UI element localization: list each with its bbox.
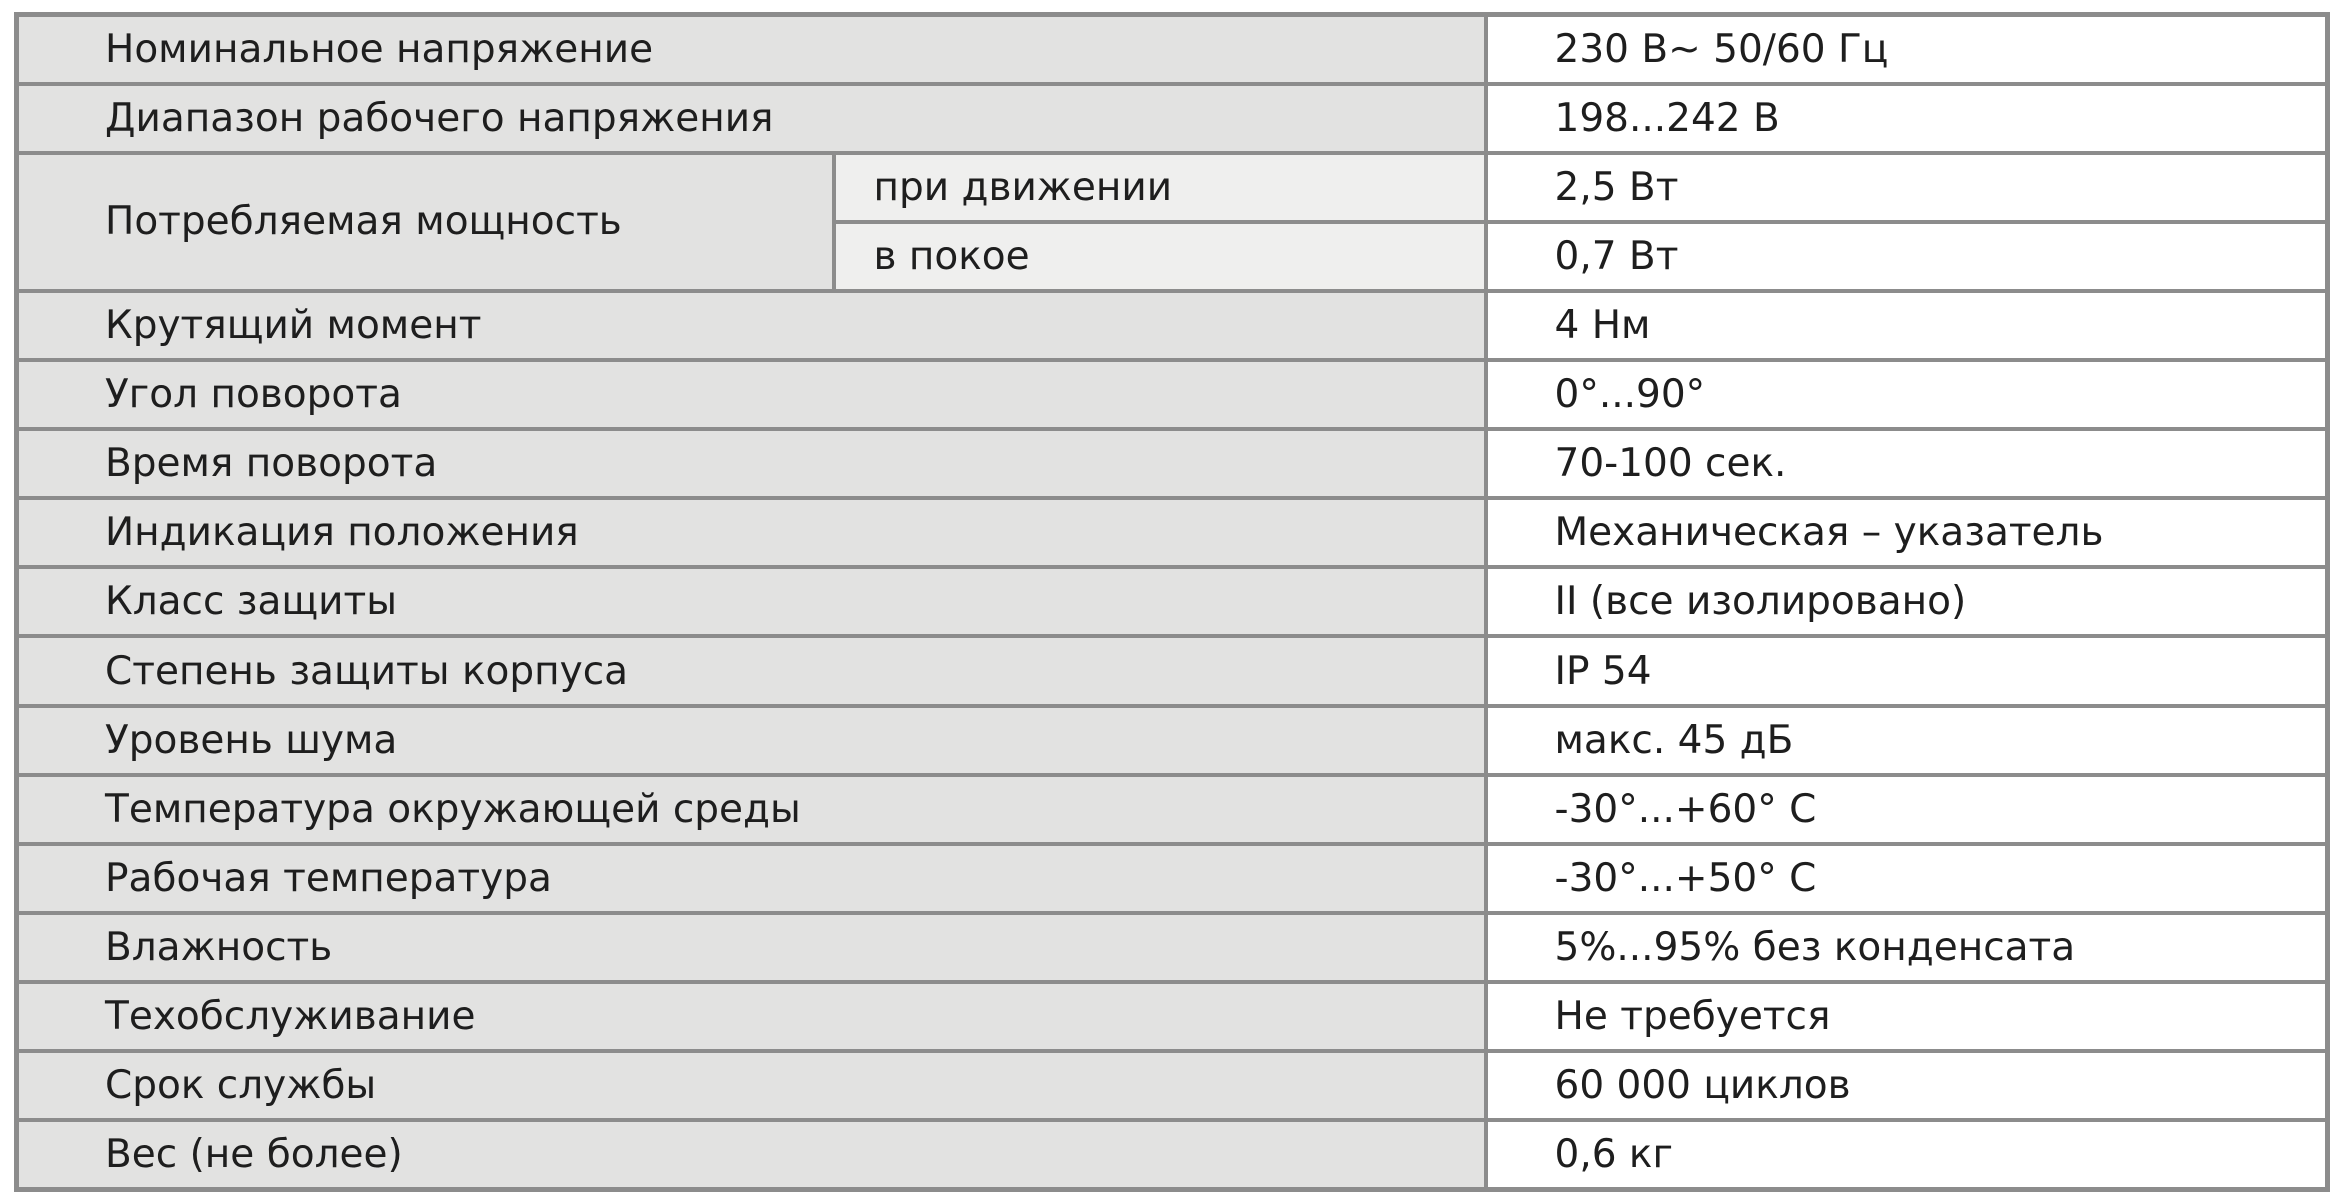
table-row [17,153,2328,222]
spec-label: Уровень шума [17,706,1486,775]
spec-label: Угол поворота [17,360,1486,429]
spec-value: 198...242 В [1486,84,2328,153]
table-row [17,291,2328,360]
table-row [17,913,2328,982]
specifications-table [14,12,2330,1192]
spec-value: 0°...90° [1486,360,2328,429]
spec-value: 0,6 кг [1486,1120,2328,1189]
spec-value: IP 54 [1486,636,2328,705]
spec-value: II (все изолировано) [1486,567,2328,636]
table-row [17,775,2328,844]
spec-sublabel: при движении [834,153,1486,222]
spec-value: 230 В~ 50/60 Гц [1486,15,2328,84]
table-row [17,15,2328,84]
spec-value: 2,5 Вт [1486,153,2328,222]
spec-label: Крутящий момент [17,291,1486,360]
spec-value: 4 Нм [1486,291,2328,360]
spec-label: Степень защиты корпуса [17,636,1486,705]
spec-value: макс. 45 дБ [1486,706,2328,775]
table-row [17,498,2328,567]
table-row [17,1120,2328,1189]
spec-value: -30°...+50° С [1486,844,2328,913]
spec-value: 70-100 сек. [1486,429,2328,498]
spec-label: Техобслуживание [17,982,1486,1051]
spec-label: Влажность [17,913,1486,982]
table-row [17,360,2328,429]
table-row [17,567,2328,636]
spec-sublabel: в покое [834,222,1486,291]
table-row [17,844,2328,913]
spec-value: Не требуется [1486,982,2328,1051]
table-row [17,706,2328,775]
table-row [17,636,2328,705]
spec-label: Класс защиты [17,567,1486,636]
table-row [17,982,2328,1051]
spec-value: 5%...95% без конденсата [1486,913,2328,982]
spec-label: Индикация положения [17,498,1486,567]
table-row [17,1051,2328,1120]
spec-value: 0,7 Вт [1486,222,2328,291]
spec-label: Диапазон рабочего напряжения [17,84,1486,153]
spec-value: Механическая – указатель [1486,498,2328,567]
table-row [17,84,2328,153]
spec-label: Температура окружающей среды [17,775,1486,844]
spec-value: 60 000 циклов [1486,1051,2328,1120]
spec-label: Потребляемая мощность [17,153,834,291]
spec-label: Время поворота [17,429,1486,498]
spec-label: Вес (не более) [17,1120,1486,1189]
spec-label: Срок службы [17,1051,1486,1120]
spec-value: -30°...+60° С [1486,775,2328,844]
table-row [17,429,2328,498]
spec-label: Номинальное напряжение [17,15,1486,84]
spec-label: Рабочая температура [17,844,1486,913]
